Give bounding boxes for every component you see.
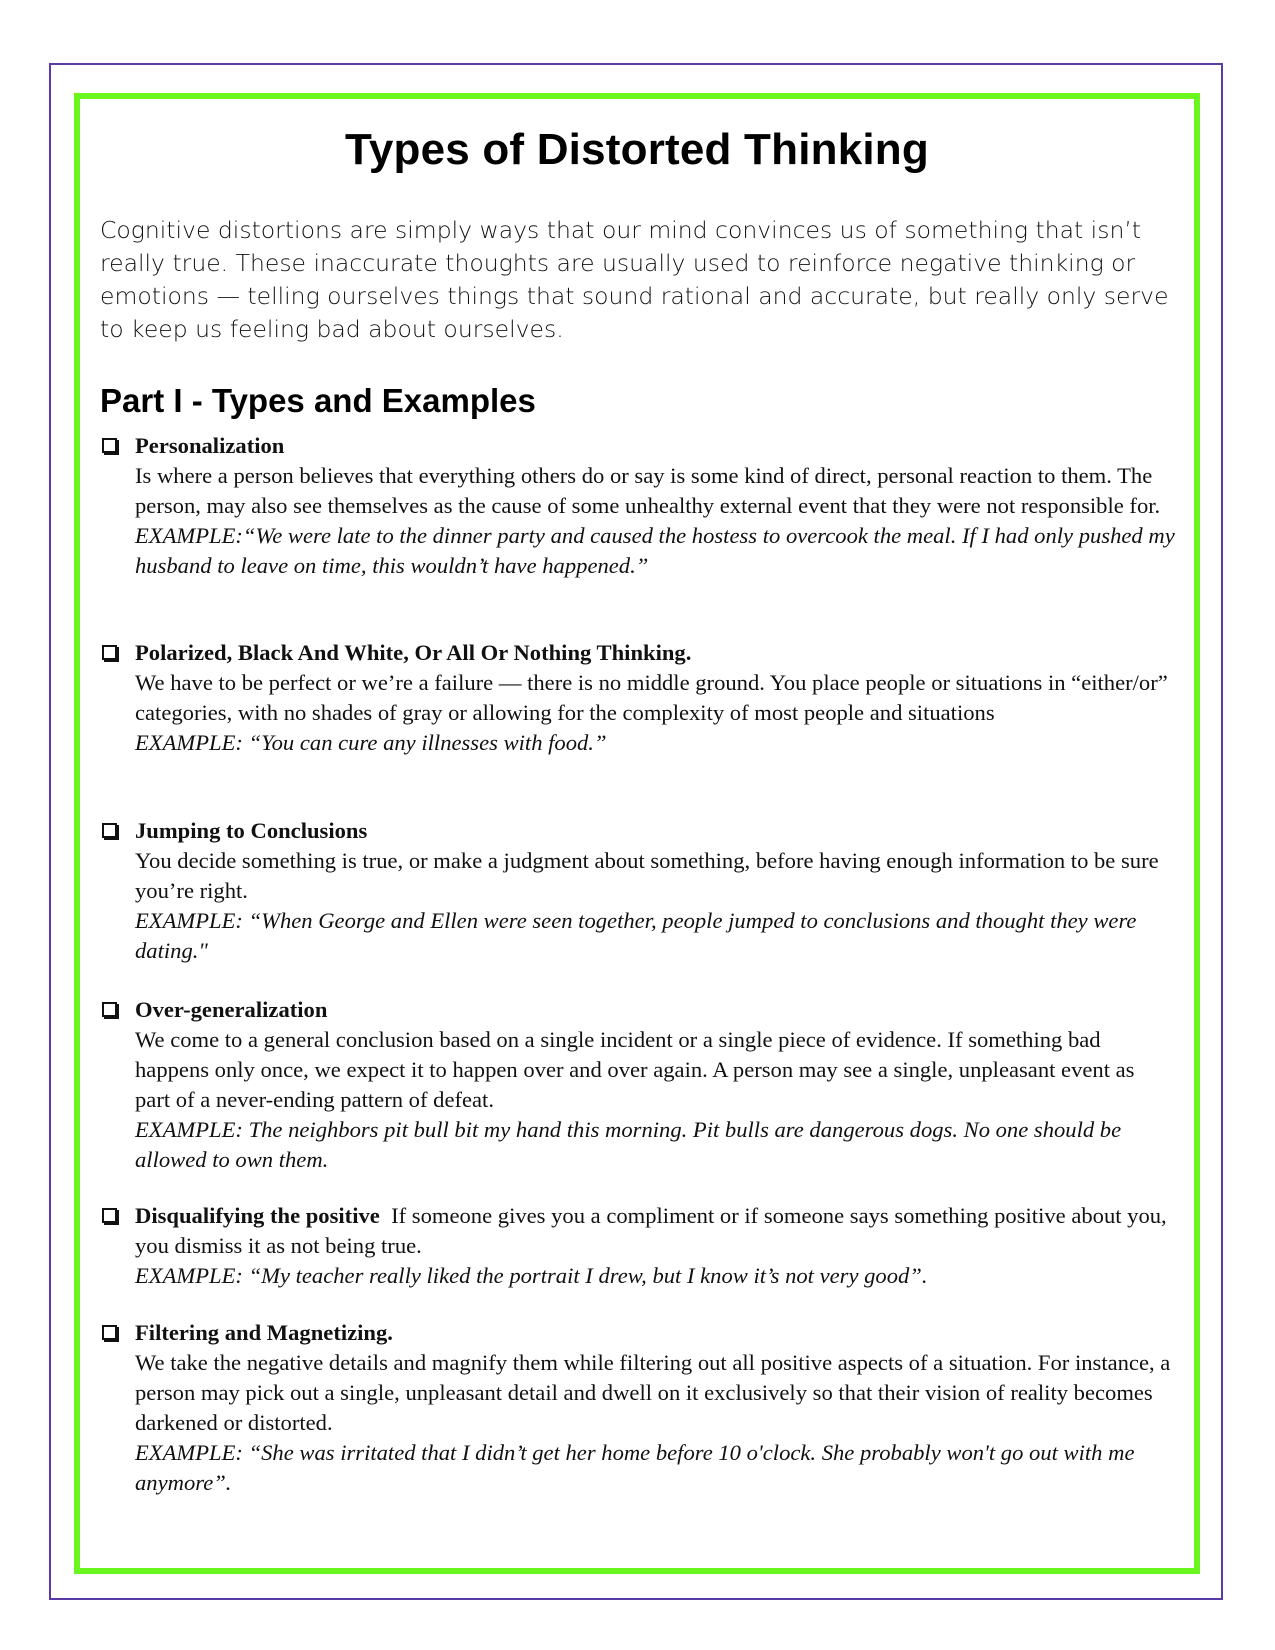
item-title: Over-generalization xyxy=(135,997,328,1022)
checkbox-icon[interactable] xyxy=(102,1325,117,1340)
item-description: We have to be perfect or we’re a failure — there is no middle ground. You place people or situations in “either/or” categories, with no shades of gray or allowing for the complexity of most people and situations xyxy=(135,670,1168,725)
item-example: EXAMPLE:“We were late to the dinner party and caused the hostess to overcook the meal. If I had only pushed my husband to leave on time, this wouldn’t have happened.” xyxy=(135,523,1175,578)
item-description: If someone gives you a compliment or if someone says something positive about you, you dismiss it as not being true. xyxy=(135,1203,1167,1258)
item-title: Polarized, Black And White, Or All Or Nothing Thinking. xyxy=(135,640,692,665)
item-title: Personalization xyxy=(135,433,285,458)
list-item-personalization xyxy=(100,431,1175,581)
item-description: You decide something is true, or make a judgment about something, before having enough information to be sure you’re right. xyxy=(135,848,1159,903)
page-title: Types of Distorted Thinking xyxy=(345,125,929,174)
list-item-disqualifying-positive xyxy=(100,1201,1175,1291)
item-example: EXAMPLE: “When George and Ellen were seen together, people jumped to conclusions and thought they were dating." xyxy=(135,908,1137,963)
item-example: EXAMPLE: The neighbors pit bull bit my hand this morning. Pit bulls are dangerous dogs. No one should be allowed to own them. xyxy=(135,1117,1122,1172)
item-title: Filtering and Magnetizing. xyxy=(135,1320,393,1345)
checkbox-icon[interactable] xyxy=(102,1002,117,1017)
checkbox-icon[interactable] xyxy=(102,1208,117,1223)
item-description: We come to a general conclusion based on a single incident or a single piece of evidence. If something bad happens only once, we expect it to happen over and over again. A person may see a single, unpleasant event as part of a never-ending pattern of defeat. xyxy=(135,1027,1135,1112)
checkbox-icon[interactable] xyxy=(102,823,117,838)
section-heading: Part I - Types and Examples xyxy=(100,382,536,419)
item-description: We take the negative details and magnify them while filtering out all positive aspects of a situation. For instance, a person may pick out a single, unpleasant detail and dwell on it exclusively so that their vision of reality becomes darkened or distorted. xyxy=(135,1350,1171,1435)
list-item-filtering-magnetizing xyxy=(100,1318,1175,1498)
item-example: EXAMPLE: “You can cure any illnesses with food.” xyxy=(135,730,607,755)
list-item-polarized-thinking xyxy=(100,638,1175,758)
item-example: EXAMPLE: “My teacher really liked the portrait I drew, but I know it’s not very good”. xyxy=(135,1263,928,1288)
item-title: Disqualifying the positive xyxy=(135,1203,380,1228)
checkbox-icon[interactable] xyxy=(102,438,117,453)
intro-paragraph: Cognitive distortions are simply ways that our mind convinces us of something that isn’t really true. These inaccurate thoughts are usually used to reinforce negative thinking or emotions — telling ourselves things that sound rational and accurate, but really only serve to keep us feeling bad about ourselves. xyxy=(100,216,1169,343)
item-description: Is where a person believes that everything others do or say is some kind of direct, personal reaction to them. The person, may also see themselves as the cause of some unhealthy external event that they were not responsible for. xyxy=(135,463,1161,518)
list-item-jumping-to-conclusions xyxy=(100,816,1175,966)
item-title: Jumping to Conclusions xyxy=(135,818,368,843)
list-item-over-generalization xyxy=(100,995,1175,1175)
item-example: EXAMPLE: “She was irritated that I didn’t get her home before 10 o'clock. She probably won't go out with me anymore”. xyxy=(135,1440,1135,1495)
checkbox-icon[interactable] xyxy=(102,645,117,660)
